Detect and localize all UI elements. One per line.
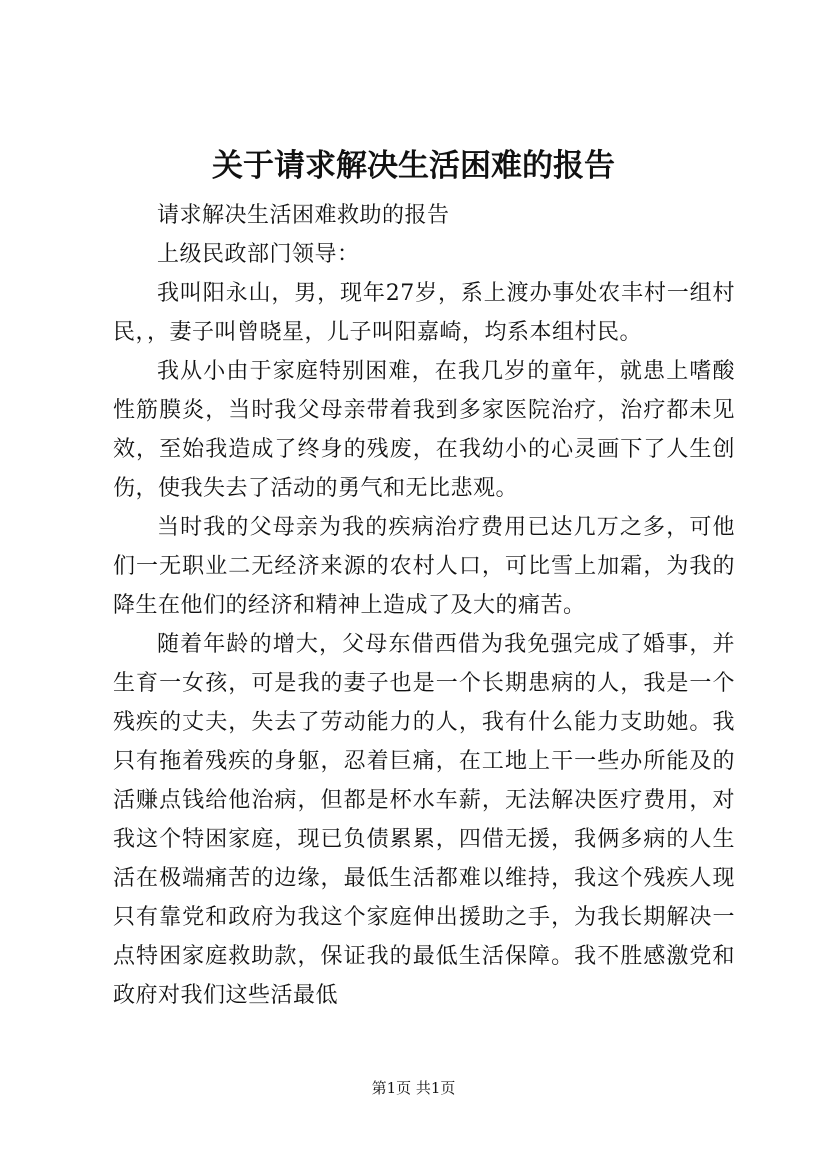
paragraph-2: 我从小由于家庭特别困难，在我几岁的童年，就患上嗜酸性筋膜炎，当时我父母亲带着我到多家医院治疗，治疗都未见效，至始我造成了终身的残废，在我幼小的心灵画下了人生创伤，使我失去了活动的勇气和无比悲观。 bbox=[113, 359, 735, 501]
document-title: 关于请求解决生活困难的报告 bbox=[212, 148, 615, 184]
paragraph-1: 我叫阳永山，男，现年27岁，系上渡办事处农丰村一组村民，，妻子叫曾晓星，儿子叫阳嘉崎，均系本组村民。 bbox=[113, 281, 735, 345]
salutation: 上级民政部门领导： bbox=[157, 242, 360, 267]
paragraph-3: 当时我的父母亲为我的疾病治疗费用已达几万之多，可他们一无职业二无经济来源的农村人口，可比雪上加霜，为我的降生在他们的经济和精神上造成了及大的痛苦。 bbox=[113, 515, 735, 618]
page-footer bbox=[0, 1078, 827, 1098]
page-number-label: 第1页 共1页 bbox=[371, 1079, 456, 1097]
paragraph-4: 随着年龄的增大，父母东借西借为我免强完成了婚事，并生育一女孩，可是我的妻子也是一个长期患病的人，我是一个残疾的丈夫，失去了劳动能力的人，我有什么能力支助她。我只有拖着残疾的身躯，忍着巨痛，在工地上干一些办所能及的活赚点钱给他治病，但都是杯水车薪，无法解决医疗费用，对我这个特困家庭，现已负债累累，四借无援，我俩多病的人生活在极端痛苦的边缘，最低生活都难以维持，我这个残疾人现只有靠党和政府为我这个家庭伸出援助之手，为我长期解决一点特困家庭救助款，保证我的最低生活保障。我不胜感激党和政府对我们这些活最低 bbox=[113, 632, 735, 1008]
document-body bbox=[113, 196, 735, 1015]
document-subtitle: 请求解决生活困难救助的报告 bbox=[157, 203, 450, 228]
